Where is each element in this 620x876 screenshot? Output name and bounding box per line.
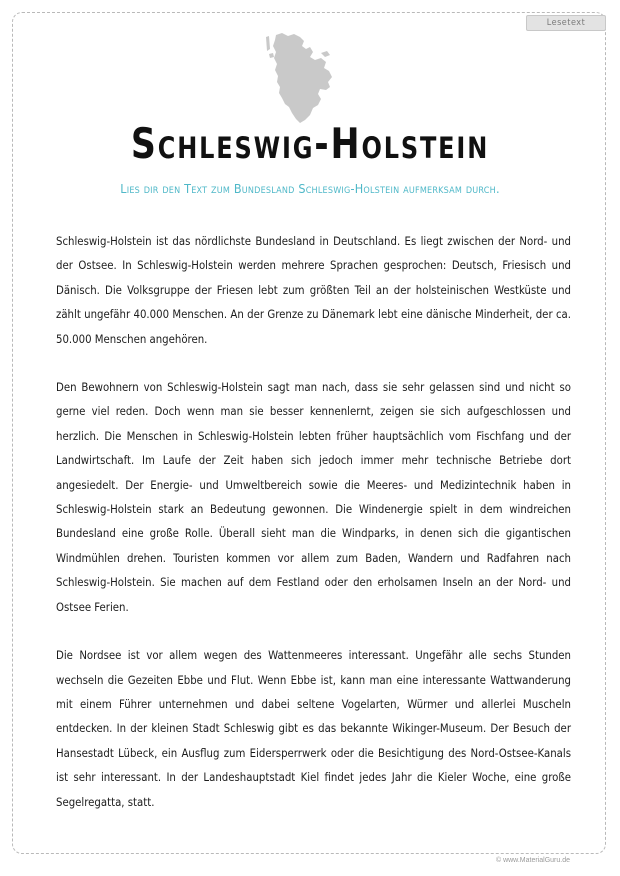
island-sylt	[266, 36, 270, 51]
copyright-footer: © www.MaterialGuru.de	[495, 857, 570, 864]
island-foehr	[269, 53, 274, 58]
paragraph-1: Schleswig-Holstein ist das nördlichste Bundesland in Deutschland. Es liegt zwischen der Nord- und der Ostsee. In Schleswig-Holstein werden mehrere Sprachen gesprochen: Deutsch, Friesisch und Dänisch. Die Volksgruppe der Friesen lebt zum größten Teil an der holsteinischen Westküste und zählt ungefähr 40.000 Menschen. An der Grenze zu Dänemark lebt eine dänische Minderheit, der ca. 50.000 Menschen angehören.	[56, 235, 571, 346]
schleswig-holstein-map-icon	[258, 27, 338, 127]
paragraph-2: Den Bewohnern von Schleswig-Holstein sagt man nach, dass sie sehr gelassen sind und nicht so gerne viel reden. Doch wenn man sie besser kennenlernt, zeigen sie sich aufgeschlossen und herzlich. Die Menschen in Schleswig-Holstein lebten früher hauptsächlich vom Fischfang und der Landwirtschaft. Im Laufe der Zeit haben sich jedoch immer mehr technische Betriebe dort angesiedelt. Der Energie- und Umweltbereich sowie die Meeres- und Medizintechnik haben in Schleswig-Holstein stark an Bedeutung gewonnen. Die Windenergie spielt in dem windreichen Bundesland eine große Rolle. Überall sieht man die Windparks, in denen sich die gigantischen Windmühlen drehen. Touristen kommen vor allem zum Baden, Wandern und Radfahren nach Schleswig-Holstein. Sie machen auf dem Festland oder den erholsamen Inseln an der Nord- und Ostsee Ferien.	[56, 381, 571, 614]
map-shape	[273, 33, 332, 123]
reading-text	[56, 230, 571, 839]
worksheet-type-tag: Lesetext	[526, 15, 606, 31]
page-title: Schleswig-Holstein	[130, 119, 490, 168]
island-fehmarn	[321, 51, 330, 57]
instruction-subtitle: Lies dir den Text zum Bundesland Schleswig-Holstein aufmerksam durch.	[120, 181, 500, 196]
paragraph-3: Die Nordsee ist vor allem wegen des Wattenmeeres interessant. Ungefähr alle sechs Stunden wechseln die Gezeiten Ebbe und Flut. Wenn Ebbe ist, kann man eine interessante Wattwanderung mit einem Führer unternehmen und dabei seltene Vogelarten, Würmer und allerlei Muscheln entdecken. In der kleinen Stadt Schleswig gibt es das bekannte Wikinger-Museum. Der Besuch der Hansestadt Lübeck, ein Ausflug zum Eidersperrwerk oder die Besichtigung des Nord-Ostsee-Kanals ist sehr interessant. In der Landeshauptstadt Kiel findet jedes Jahr die Kieler Woche, eine große Segelregatta, statt.	[56, 649, 571, 809]
